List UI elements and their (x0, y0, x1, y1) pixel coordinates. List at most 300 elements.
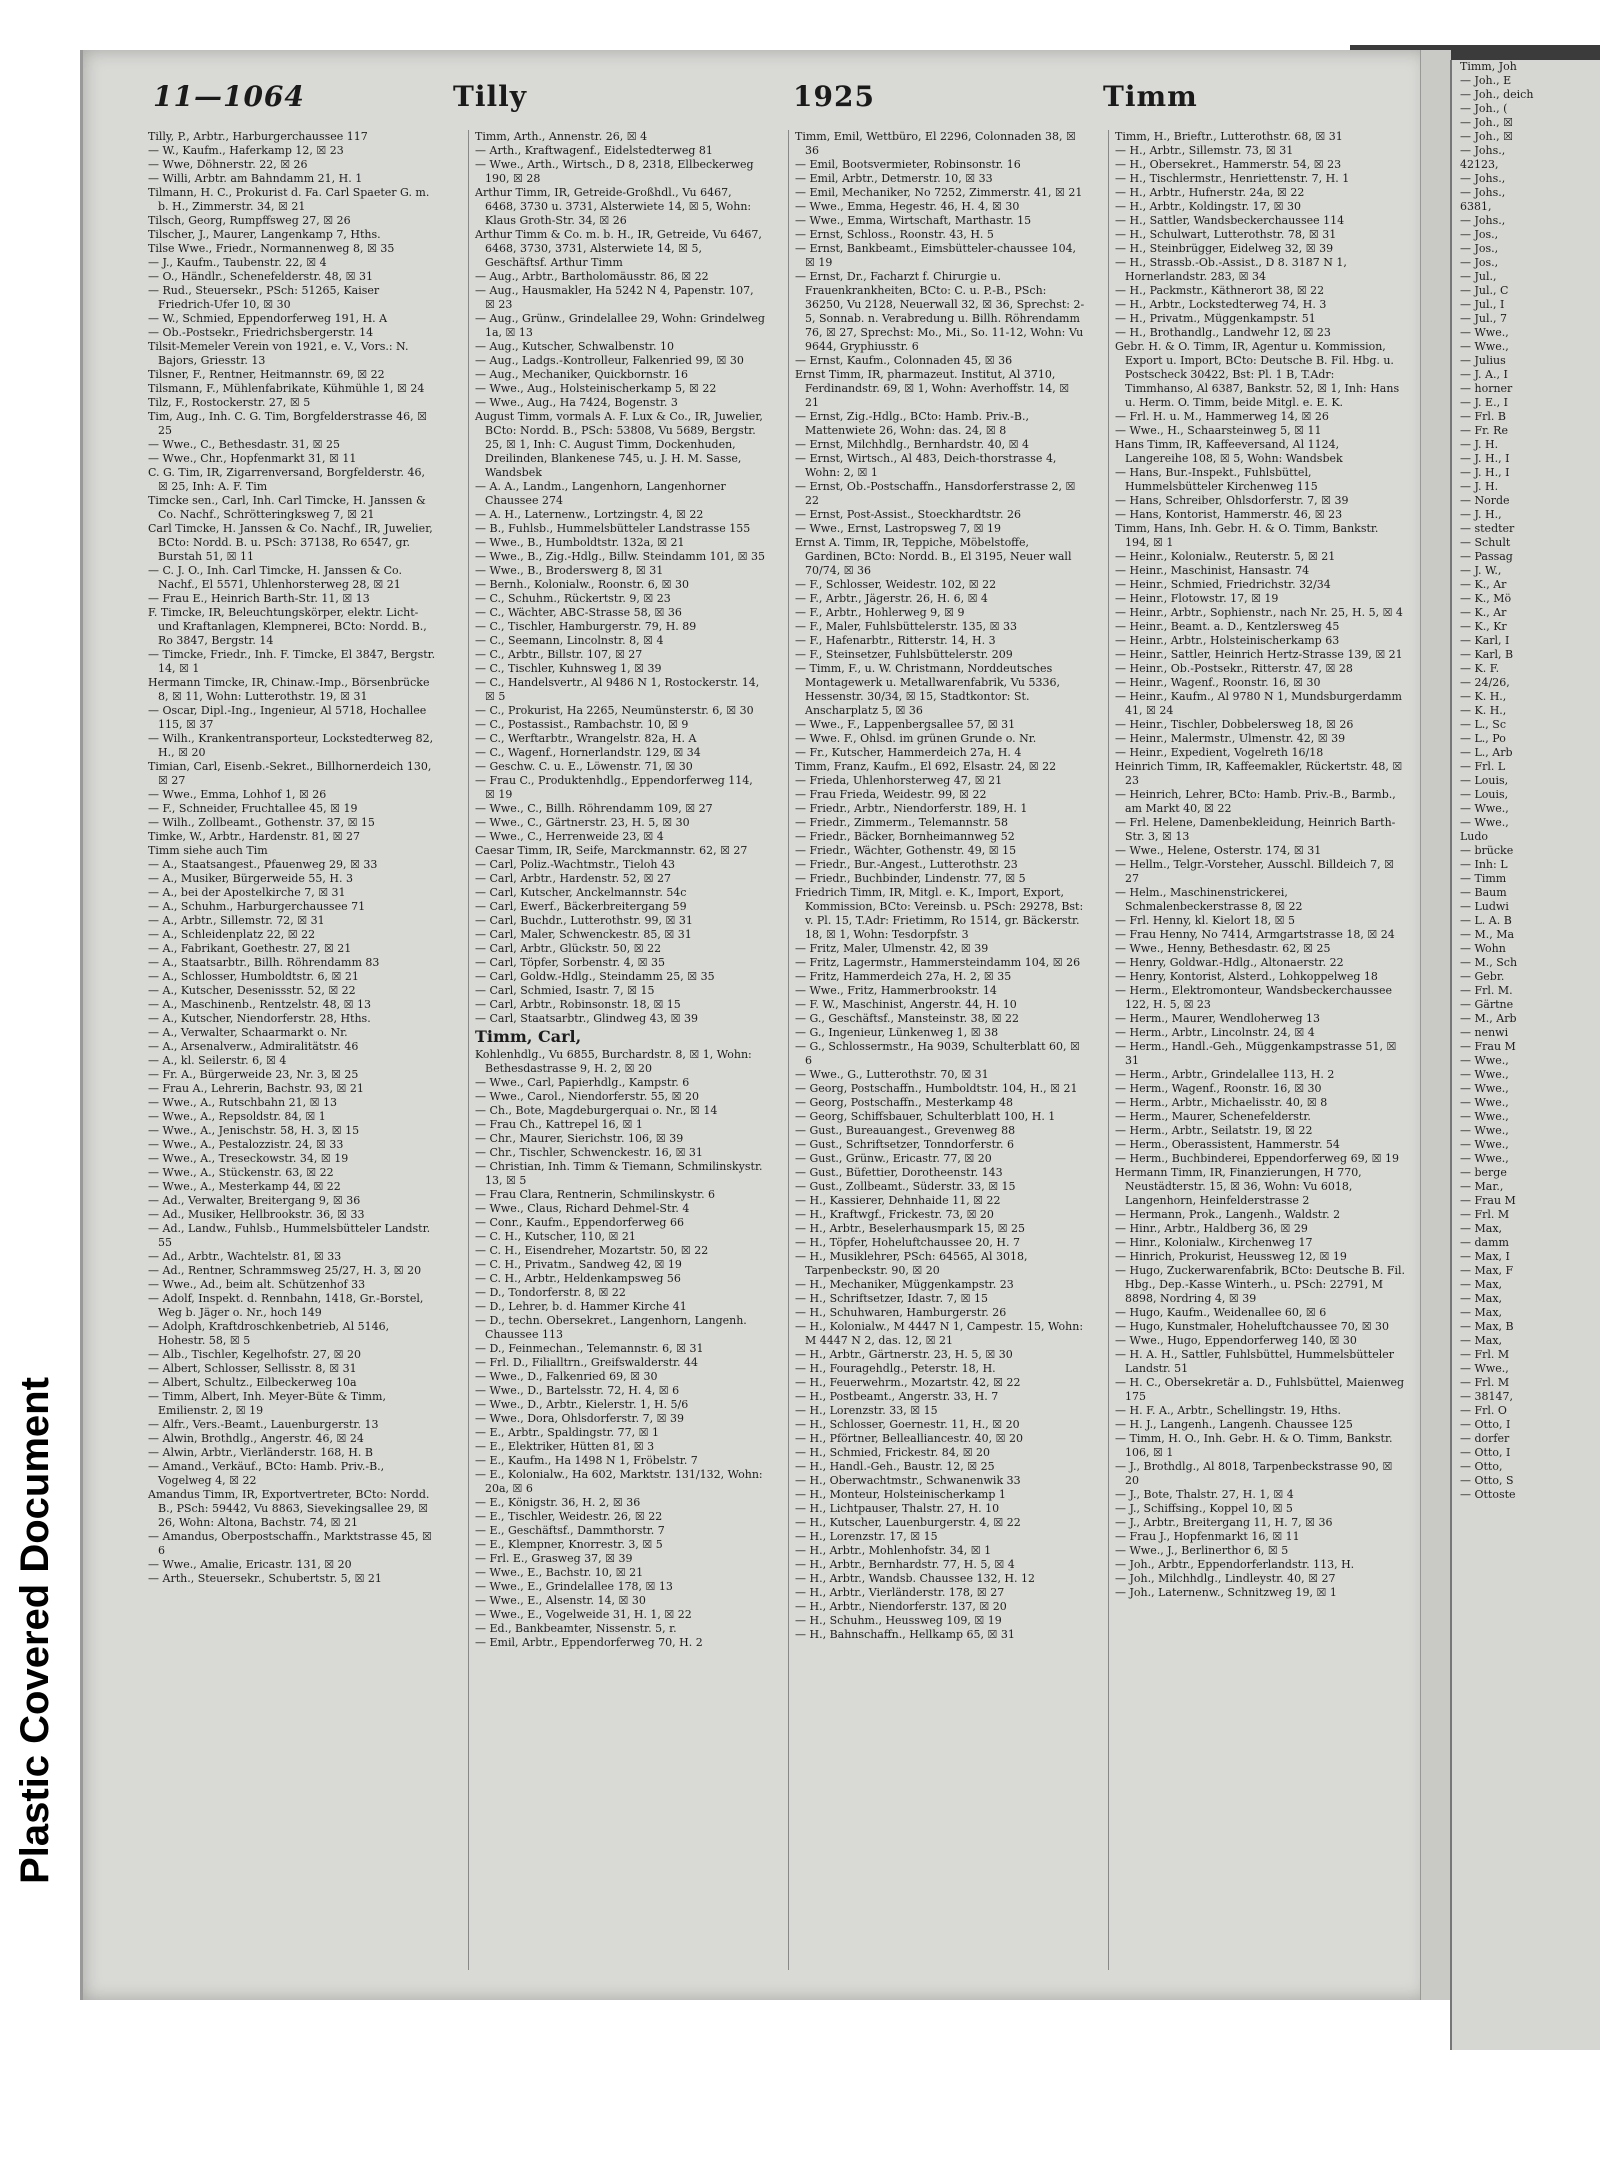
directory-entry: Timm siehe auch Tim (148, 844, 268, 857)
header-last-word: Timm (1103, 80, 1198, 113)
directory-entry: — Ob.-Postsekr., Friedrichsbergerstr. 14 (148, 326, 374, 339)
next-page-entry: 42123, (1460, 158, 1499, 171)
directory-entry: — Wwe., A., Rutschbahn 21, ☒ 13 (148, 1096, 337, 1109)
directory-entry: Timm, Carl, (475, 1027, 582, 1046)
next-page-entry: — Timm (1460, 872, 1507, 885)
directory-entry: — C., Werftarbtr., Wrangelstr. 82a, H. A (475, 732, 697, 745)
directory-entry: — Heinr., Maschinist, Hansastr. 74 (1115, 564, 1310, 577)
directory-entry: — C., Postassist., Rambachstr. 10, ☒ 9 (475, 718, 689, 731)
next-page-entry: Ludo (1460, 830, 1489, 843)
directory-entry: — Emil, Bootsvermieter, Robinsonstr. 16 (795, 158, 1021, 171)
directory-entry: — Adolf, Inspekt. d. Rennbahn, 1418, Gr.-Borstel, Weg b. Jäger o. Nr., hoch 149 (148, 1292, 424, 1319)
directory-entry: — Heinr., Wagenf., Roonstr. 16, ☒ 30 (1115, 676, 1321, 689)
directory-entry: — Hinr., Arbtr., Haldberg 36, ☒ 29 (1115, 1222, 1308, 1235)
directory-entry: — Georg, Postschaffn., Humboldtstr. 104, H., ☒ 21 (795, 1082, 1078, 1095)
next-page-entry: — M., Arb (1460, 1012, 1517, 1025)
directory-entry: — H., Handl.-Geh., Baustr. 12, ☒ 25 (795, 1460, 995, 1473)
directory-entry: — Carl, Goldw.-Hdlg., Steindamm 25, ☒ 35 (475, 970, 715, 983)
directory-entry: — Ad., Verwalter, Breitergang 9, ☒ 36 (148, 1194, 361, 1207)
page-number: 11—1064 (153, 80, 305, 113)
directory-entry: — Ch., Bote, Magdeburgerquai o. Nr., ☒ 14 (475, 1104, 718, 1117)
directory-entry: — C., Handelsvertr., Al 9486 N 1, Rostockerstr. 14, ☒ 5 (475, 676, 760, 703)
directory-entry: — Hans, Kontorist, Hammerstr. 46, ☒ 23 (1115, 508, 1343, 521)
directory-entry: — Helm., Maschinenstrickerei, Schmalenbeckerstrasse 8, ☒ 22 (1115, 886, 1303, 913)
directory-entry: — H., Postbeamt., Angerstr. 33, H. 7 (795, 1390, 999, 1403)
directory-entry: — H., Schlosser, Goernestr. 11, H., ☒ 20 (795, 1418, 1020, 1431)
directory-entry: — F., Maler, Fuhlsbüttelerstr. 135, ☒ 33 (795, 620, 1017, 633)
directory-entry: — Wwe., Aug., Holsteinischerkamp 5, ☒ 22 (475, 382, 717, 395)
directory-entry: — H., Oberwachtmstr., Schwanenwik 33 (795, 1474, 1021, 1487)
directory-entry: Hermann Timm, IR, Finanzierungen, H 770, Neustädterstr. 15, ☒ 36, Wohn: Vu 6018, Langenhorn, Heinfelderstrasse 2 (1115, 1166, 1362, 1207)
directory-entry: — C. H., Arbtr., Heldenkampsweg 56 (475, 1272, 681, 1285)
directory-entry: — Alb., Tischler, Kegelhofstr. 27, ☒ 20 (148, 1348, 362, 1361)
next-page-entry: — horner (1460, 382, 1513, 395)
directory-entry: — H., Bahnschaffn., Hellkamp 65, ☒ 31 (795, 1628, 1015, 1641)
directory-entry: — Wwe., Emma, Lohhof 1, ☒ 26 (148, 788, 327, 801)
next-page-entry: — J. H. (1460, 438, 1499, 451)
next-page-entry: — 24/26, (1460, 676, 1510, 689)
directory-entry: — Wwe., Fritz, Hammerbrookstr. 14 (795, 984, 997, 997)
directory-entry: — C. H., Kutscher, 110, ☒ 21 (475, 1230, 636, 1243)
directory-entry: August Timm, vormals A. F. Lux & Co., IR, Juwelier, BCto: Nordd. B., PSch: 53808, Vu 5689, Bergstr. 25, ☒ 1, Inh: C. August Timm, Dockenhuden, Dreilinden, Blankenese 745, u. J. H. M. Sasse, Wandsbek (475, 410, 763, 479)
next-page-entry: — Schult (1460, 536, 1511, 549)
directory-entry: — Wwe., A., Mesterkamp 44, ☒ 22 (148, 1180, 341, 1193)
next-page-entry: — Frl. B (1460, 410, 1506, 423)
directory-entry: — Wwe., B., Humboldtstr. 132a, ☒ 21 (475, 536, 685, 549)
directory-entry: — H., Kolonialw., M 4447 N 1, Campestr. 15, Wohn: M 4447 N 2, das. 12, ☒ 21 (795, 1320, 1084, 1347)
directory-entry: — A., Schuhm., Harburgerchaussee 71 (148, 900, 366, 913)
directory-entry: Timm, Arth., Annenstr. 26, ☒ 4 (475, 130, 648, 143)
directory-entry: Timm, H., Brieftr., Lutterothstr. 68, ☒ 31 (1115, 130, 1343, 143)
directory-entry: — C., Wagenf., Hornerlandstr. 129, ☒ 34 (475, 746, 701, 759)
next-page-entry: — L., Arb (1460, 746, 1513, 759)
directory-entry: — Carl, Arbtr., Hardenstr. 52, ☒ 27 (475, 872, 671, 885)
next-page-entry: — K., Ar (1460, 578, 1507, 591)
directory-entry: — Herm., Handl.-Geh., Müggenkampstrasse 51, ☒ 31 (1115, 1040, 1397, 1067)
directory-entry: — O., Händlr., Schenefelderstr. 48, ☒ 31 (148, 270, 373, 283)
directory-entry: — G., Ingenieur, Lünkenweg 1, ☒ 38 (795, 1026, 999, 1039)
next-page-entry: — Jos., (1460, 242, 1499, 255)
directory-entry: — H., Lorenzstr. 33, ☒ 15 (795, 1404, 938, 1417)
directory-entry: — Wwe., E., Bachstr. 10, ☒ 21 (475, 1566, 644, 1579)
directory-entry: Timm, Hans, Inh. Gebr. H. & O. Timm, Bankstr. 194, ☒ 1 (1115, 522, 1379, 549)
directory-entry: — W., Schmied, Eppendorferweg 191, H. A (148, 312, 388, 325)
next-page-entry: — Max, I (1460, 1250, 1510, 1263)
column-2 (468, 130, 765, 1970)
directory-entry: Timcke sen., Carl, Inh. Carl Timcke, H. Janssen & Co. Nachf., Schrötteringksweg 7, ☒ 21 (148, 494, 426, 521)
directory-entry: Timke, W., Arbtr., Hardenstr. 81, ☒ 27 (148, 830, 361, 843)
directory-entry: — Georg, Schiffsbauer, Schulterblatt 100, H. 1 (795, 1110, 1056, 1123)
directory-entry: — H. A. H., Sattler, Fuhlsbüttel, Hummelsbütteler Landstr. 51 (1115, 1348, 1395, 1375)
directory-entry: — Wwe., Chr., Hopfenmarkt 31, ☒ 11 (148, 452, 357, 465)
directory-entry: Tilsit-Memeler Verein von 1921, e. V., Vors.: N. Bajors, Griesstr. 13 (148, 340, 409, 367)
directory-entry: — W., Kaufm., Haferkamp 12, ☒ 23 (148, 144, 344, 157)
next-page-entry: — Ludwi (1460, 900, 1509, 913)
directory-entry: — Herm., Arbtr., Grindelallee 113, H. 2 (1115, 1068, 1335, 1081)
directory-entry: Heinrich Timm, IR, Kaffeemakler, Rückertstr. 48, ☒ 23 (1115, 760, 1403, 787)
directory-entry: — F., Schneider, Fruchtallee 45, ☒ 19 (148, 802, 358, 815)
next-page-entry: — Wwe., (1460, 1138, 1509, 1151)
directory-entry: — Wwe, Döhnerstr. 22, ☒ 26 (148, 158, 308, 171)
directory-entry: — E., Elektriker, Hütten 81, ☒ 3 (475, 1440, 655, 1453)
side-label-text: Plastic Covered Document (12, 1376, 57, 1884)
directory-entry: — Carl, Buchdr., Lutterothstr. 99, ☒ 31 (475, 914, 693, 927)
directory-entry: — Wwe., D., Arbtr., Kielerstr. 1, H. 5/6 (475, 1398, 689, 1411)
next-page-entry: — Wwe., (1460, 1096, 1509, 1109)
directory-entry: — Gust., Bureauangest., Grevenweg 88 (795, 1124, 1016, 1137)
directory-entry: — A., Kutscher, Desenissstr. 52, ☒ 22 (148, 984, 356, 997)
next-page-entry: — Jos., (1460, 228, 1499, 241)
directory-entry: — Frl. E., Grasweg 37, ☒ 39 (475, 1552, 633, 1565)
directory-entry: — Wwe., Emma, Wirtschaft, Marthastr. 15 (795, 214, 1032, 227)
next-page-entry: — Jul., 7 (1460, 312, 1507, 325)
directory-entry: — H., Kassierer, Dehnhaide 11, ☒ 22 (795, 1194, 1001, 1207)
next-page-entry: — Baum (1460, 886, 1507, 899)
directory-entry: — E., Kaufm., Ha 1498 N 1, Fröbelstr. 7 (475, 1454, 698, 1467)
next-page-entry: — Jos., (1460, 256, 1499, 269)
next-page-entry: — J. W., (1460, 564, 1502, 577)
directory-entry: — Arth., Kraftwagenf., Eidelstedterweg 81 (475, 144, 713, 157)
next-page-entry: — Gärtne (1460, 998, 1514, 1011)
directory-entry: — C., Seemann, Lincolnstr. 8, ☒ 4 (475, 634, 664, 647)
directory-entry: — Herm., Arbtr., Lincolnstr. 24, ☒ 4 (1115, 1026, 1315, 1039)
directory-entry: — Wwe., Carl, Papierhdlg., Kampstr. 6 (475, 1076, 690, 1089)
next-page-edge (1450, 60, 1600, 2050)
directory-entry: — H. J., Langenh., Langenh. Chaussee 125 (1115, 1418, 1353, 1431)
next-page-entry: — J. H., (1460, 508, 1502, 521)
directory-entry: — E., Königstr. 36, H. 2, ☒ 36 (475, 1496, 641, 1509)
directory-entry: — H., Arbtr., Hufnerstr. 24a, ☒ 22 (1115, 186, 1305, 199)
directory-entry: — Frieda, Uhlenhorsterweg 47, ☒ 21 (795, 774, 1003, 787)
directory-entry: — H. F. A., Arbtr., Schellingstr. 19, Hths. (1115, 1404, 1341, 1417)
next-page-entry: — Passag (1460, 550, 1513, 563)
next-page-entry: — Joh., E (1460, 74, 1512, 87)
directory-entry: — Ernst, Bankbeamt., Eimsbütteler-chaussee 104, ☒ 19 (795, 242, 1077, 269)
directory-entry: — Arth., Steuersekr., Schubertstr. 5, ☒ 21 (148, 1572, 382, 1585)
next-page-entry: 6381, (1460, 200, 1492, 213)
next-page-entry: — Frl. M (1460, 1376, 1510, 1389)
directory-entry: — Ernst, Schloss., Roonstr. 43, H. 5 (795, 228, 994, 241)
directory-entry: — C., Wächter, ABC-Strasse 58, ☒ 36 (475, 606, 682, 619)
directory-entry: — Wwe., C., Bethesdastr. 31, ☒ 25 (148, 438, 341, 451)
directory-entry: — Emil, Arbtr., Eppendorferweg 70, H. 2 (475, 1636, 703, 1649)
directory-entry: — Frl. Henny, kl. Kielort 18, ☒ 5 (1115, 914, 1296, 927)
next-page-entry: — Frau M (1460, 1040, 1516, 1053)
directory-entry: — Wwe. F., Ohlsd. im grünen Grunde o. Nr. (795, 732, 1037, 745)
next-page-entry: — L., Sc (1460, 718, 1506, 731)
directory-entry: — H., Fouragehdlg., Peterstr. 18, H. (795, 1362, 996, 1375)
directory-entry: — Heinrich, Lehrer, BCto: Hamb. Priv.-B., Barmb., am Markt 40, ☒ 22 (1115, 788, 1396, 815)
next-page-entry: — Jul., C (1460, 284, 1509, 297)
directory-entry: — Geschw. C. u. E., Löwenstr. 71, ☒ 30 (475, 760, 693, 773)
directory-entry: — Joh., Laternenw., Schnitzweg 19, ☒ 1 (1115, 1586, 1337, 1599)
directory-entry: — Ernst, Dr., Facharzt f. Chirurgie u. Frauenkrankheiten, BCto: C. u. P.-B., PSch: 36250, Vu 2128, Neuerwall 32, ☒ 36, Sprechst: 2-5, Sonnab. n. Verabredung u. Billh. Röhrendamm 76, ☒ 27, Sprechst: Mo., Mi., So. 11-12, Wohn: Vu 9644, Gryphiusstr. 6 (795, 270, 1085, 353)
directory-entry: — F., Arbtr., Hohlerweg 9, ☒ 9 (795, 606, 965, 619)
directory-entry: — Gust., Büfettier, Dorotheenstr. 143 (795, 1166, 1003, 1179)
directory-entry: Friedrich Timm, IR, Mitgl. e. K., Import, Export, Kommission, BCto: Vereinsb. u. PSch: 29278, Bst: v. Pl. 15, T.Adr: Frietimm, Ro 1514, gr. Bäckerstr. 18, ☒ 1, Wohn: Tesdorpfstr. 3 (795, 886, 1084, 941)
directory-entry: — Friedr., Buchbinder, Lindenstr. 77, ☒ 5 (795, 872, 1026, 885)
directory-entry: — H., Arbtr., Gärtnerstr. 23, H. 5, ☒ 30 (795, 1348, 1013, 1361)
directory-entry: — Wwe., Hugo, Eppendorferweg 140, ☒ 30 (1115, 1334, 1357, 1347)
next-page-entry: — K., Ar (1460, 606, 1507, 619)
next-page-entry: — Wohn (1460, 942, 1506, 955)
directory-entry: Arthur Timm, IR, Getreide-Großhdl., Vu 6467, 6468, 3730 u. 3731, Alsterwiete 14, ☒ 5, Wohn: Klaus Groth-Str. 34, ☒ 26 (475, 186, 752, 227)
directory-entry: — A., Arbtr., Sillemstr. 72, ☒ 31 (148, 914, 325, 927)
next-page-entry: — Wwe., (1460, 1152, 1509, 1165)
directory-entry: — J., Brothdlg., Al 8018, Tarpenbeckstrasse 90, ☒ 20 (1115, 1460, 1393, 1487)
directory-entry: Amandus Timm, IR, Exportvertreter, BCto: Nordd. B., PSch: 59442, Vu 8863, Sievekingsallee 29, ☒ 26, Wohn: Altona, Bachstr. 74, ☒ 21 (148, 1488, 430, 1529)
directory-entry: — Ernst, Ob.-Postschaffn., Hansdorferstrasse 2, ☒ 22 (795, 480, 1076, 507)
directory-entry: — Wwe., E., Alsenstr. 14, ☒ 30 (475, 1594, 646, 1607)
directory-entry: — Frl. Helene, Damenbekleidung, Heinrich Barth-Str. 3, ☒ 13 (1115, 816, 1396, 843)
directory-entry: F. Timcke, IR, Beleuchtungskörper, elektr. Licht- und Kraftanlagen, Klempnerei, BCto: Nordd. B., Ro 3847, Bergstr. 14 (148, 606, 427, 647)
directory-entry: — Ad., Musiker, Hellbrookstr. 36, ☒ 33 (148, 1208, 365, 1221)
next-page-entry: — Otto, I (1460, 1446, 1511, 1459)
directory-entry: — Wwe., D., Falkenried 69, ☒ 30 (475, 1370, 658, 1383)
directory-entry: — Wwe., Carol., Niendorferstr. 55, ☒ 20 (475, 1090, 700, 1103)
column-3 (788, 130, 1085, 1970)
directory-entry: — Friedr., Bur.-Angest., Lutterothstr. 23 (795, 858, 1018, 871)
next-page-entry: — Wwe., (1460, 1124, 1509, 1137)
directory-entry: — G., Schlossermstr., Ha 9039, Schulterblatt 60, ☒ 6 (795, 1040, 1080, 1067)
directory-entry: — A., Verwalter, Schaarmarkt o. Nr. (148, 1026, 348, 1039)
page-edge (1420, 50, 1451, 2000)
directory-entry: — Herm., Maurer, Wendloherweg 13 (1115, 1012, 1320, 1025)
directory-entry: — Aug., Mechaniker, Quickbornstr. 16 (475, 368, 689, 381)
directory-entry: — Albert, Schlosser, Sellisstr. 8, ☒ 31 (148, 1362, 357, 1375)
directory-entry: — E., Klempner, Knorrestr. 3, ☒ 5 (475, 1538, 663, 1551)
directory-entry: — Carl, Arbtr., Robinsonstr. 18, ☒ 15 (475, 998, 681, 1011)
directory-entry: — Hellm., Telgr.-Vorsteher, Ausschl. Billdeich 7, ☒ 27 (1115, 858, 1394, 885)
directory-entry: — Timm, F., u. W. Christmann, Norddeutsches Montagewerk u. Metallwarenfabrik, Vu 5336, Hessenstr. 30/34, ☒ 15, Stadtkontor: St. Anscharplatz 5, ☒ 36 (795, 662, 1060, 717)
directory-entry: — Henry, Kontorist, Alsterd., Lohkoppelweg 18 (1115, 970, 1378, 983)
column-4 (1108, 130, 1405, 1970)
directory-entry: — Wilh., Zollbeamt., Gothenstr. 37, ☒ 15 (148, 816, 375, 829)
next-page-entry: — J. H. (1460, 480, 1499, 493)
directory-entry: — H., Sattler, Wandsbeckerchaussee 114 (1115, 214, 1345, 227)
directory-entry: — H., Schuhwaren, Hamburgerstr. 26 (795, 1306, 1007, 1319)
side-label (0, 1130, 70, 2130)
next-page-entry: — K., Kr (1460, 620, 1507, 633)
directory-entry: — J., Arbtr., Breitergang 11, H. 7, ☒ 36 (1115, 1516, 1333, 1529)
header-first-word: Tilly (453, 80, 528, 113)
next-page-entry: — damm (1460, 1236, 1509, 1249)
directory-entry: — Emil, Mechaniker, No 7252, Zimmerstr. 41, ☒ 21 (795, 186, 1083, 199)
directory-entry: — Fr. A., Bürgerweide 23, Nr. 3, ☒ 25 (148, 1068, 359, 1081)
directory-entry: — Wwe., A., Repsoldstr. 84, ☒ 1 (148, 1110, 326, 1123)
directory-entry: — Wwe., C., Herrenweide 23, ☒ 4 (475, 830, 664, 843)
directory-entry: — Oscar, Dipl.-Ing., Ingenieur, Al 5718, Hochallee 115, ☒ 37 (148, 704, 427, 731)
directory-entry: — Fritz, Hammerdeich 27a, H. 2, ☒ 35 (795, 970, 1012, 983)
directory-entry: — Wwe., A., Treseckowstr. 34, ☒ 19 (148, 1152, 349, 1165)
next-page-entry: — dorfer (1460, 1432, 1510, 1445)
directory-entry: — Christian, Inh. Timm & Tiemann, Schmilinskystr. 13, ☒ 5 (475, 1160, 763, 1187)
directory-entry: — Herm., Arbtr., Michaelisstr. 40, ☒ 8 (1115, 1096, 1328, 1109)
next-page-entry: — M., Ma (1460, 928, 1515, 941)
directory-entry: — H., Schriftsetzer, Idastr. 7, ☒ 15 (795, 1292, 988, 1305)
directory-entry: — C., Prokurist, Ha 2265, Neumünsterstr. 6, ☒ 30 (475, 704, 754, 717)
directory-entry: — H., Brothandlg., Landwehr 12, ☒ 23 (1115, 326, 1331, 339)
directory-entry: — Frl. H. u. M., Hammerweg 14, ☒ 26 (1115, 410, 1329, 423)
directory-entry: — Wilh., Krankentransporteur, Lockstedterweg 82, H., ☒ 20 (148, 732, 434, 759)
directory-entry: Ernst A. Timm, IR, Teppiche, Möbelstoffe, Gardinen, BCto: Nordd. B., El 3195, Neuer wall 70/74, ☒ 36 (795, 536, 1072, 577)
directory-entry: — Joh., Milchhdlg., Lindleystr. 40, ☒ 27 (1115, 1572, 1336, 1585)
next-page-entry: — 38147, (1460, 1390, 1513, 1403)
directory-entry: — Aug., Grünw., Grindelallee 29, Wohn: Grindelweg 1a, ☒ 13 (475, 312, 765, 339)
directory-entry: — Frau A., Lehrerin, Bachstr. 93, ☒ 21 (148, 1082, 364, 1095)
directory-entry: Tilsch, Georg, Rumpffsweg 27, ☒ 26 (148, 214, 351, 227)
directory-entry: — Wwe., Emma, Hegestr. 46, H. 4, ☒ 30 (795, 200, 1020, 213)
directory-entry: Timm, Franz, Kaufm., El 692, Elsastr. 24, ☒ 22 (795, 760, 1057, 773)
directory-entry: — Gust., Zollbeamt., Süderstr. 33, ☒ 15 (795, 1180, 1016, 1193)
directory-entry: — Carl, Maler, Schwenckestr. 85, ☒ 31 (475, 928, 692, 941)
next-page-entry: — Inh: L (1460, 858, 1508, 871)
directory-entry: — Fritz, Lagermstr., Hammersteindamm 104, ☒ 26 (795, 956, 1081, 969)
directory-entry: — Hans, Schreiber, Ohlsdorferstr. 7, ☒ 39 (1115, 494, 1349, 507)
directory-entry: — Carl, Arbtr., Glückstr. 50, ☒ 22 (475, 942, 662, 955)
directory-entry: — H., Schuhm., Heussweg 109, ☒ 19 (795, 1614, 1002, 1627)
next-page-entry: — Joh., ☒ (1460, 116, 1513, 129)
directory-entry: Hermann Timcke, IR, Chinaw.-Imp., Börsenbrücke 8, ☒ 11, Wohn: Lutterothstr. 19, ☒ 31 (148, 676, 430, 703)
directory-entry: — D., Tondorferstr. 8, ☒ 22 (475, 1286, 626, 1299)
next-page-entry: — berge (1460, 1166, 1507, 1179)
next-page-entry: — brücke (1460, 844, 1514, 857)
directory-entry: — D., Feinmechan., Telemannstr. 6, ☒ 31 (475, 1342, 704, 1355)
directory-entry: — H., Tischlermstr., Henriettenstr. 7, H. 1 (1115, 172, 1350, 185)
directory-entry: — Joh., Arbtr., Eppendorferlandstr. 113, H. (1115, 1558, 1355, 1571)
next-page-entry: — J. A., I (1460, 368, 1508, 381)
directory-entry: — Wwe., C., Billh. Röhrendamm 109, ☒ 27 (475, 802, 713, 815)
directory-entry: — Wwe., A., Pestalozzistr. 24, ☒ 33 (148, 1138, 344, 1151)
column-1 (148, 130, 438, 1970)
directory-entry: — E., Geschäftsf., Dammthorstr. 7 (475, 1524, 665, 1537)
directory-entry: — Fr., Kutscher, Hammerdeich 27a, H. 4 (795, 746, 1022, 759)
next-page-entry: — Wwe., (1460, 326, 1509, 339)
next-page-entry: — Johs., (1460, 214, 1506, 227)
next-page-entry: — Karl, B (1460, 648, 1514, 661)
directory-entry: — Wwe., Dora, Ohlsdorferstr. 7, ☒ 39 (475, 1412, 684, 1425)
next-page-entry: — Gebr. (1460, 970, 1505, 983)
directory-entry: Tilscher, J., Maurer, Langenkamp 7, Hths. (148, 228, 381, 241)
next-page-entry: — Max, F (1460, 1264, 1514, 1277)
directory-entry: — H., Musiklehrer, PSch: 64565, Al 3018, Tarpenbeckstr. 90, ☒ 20 (795, 1250, 1028, 1277)
directory-entry: — Aug., Arbtr., Bartholomäusstr. 86, ☒ 22 (475, 270, 709, 283)
next-page-entry: — Fr. Re (1460, 424, 1508, 437)
directory-entry: Hans Timm, IR, Kaffeeversand, Al 1124, Langereihe 108, ☒ 5, Wohn: Wandsbek (1115, 438, 1343, 465)
directory-entry: — J., Kaufm., Taubenstr. 22, ☒ 4 (148, 256, 327, 269)
directory-entry: — Wwe., G., Lutterothstr. 70, ☒ 31 (795, 1068, 989, 1081)
next-page-entry: — Frau M (1460, 1194, 1516, 1207)
directory-entry: — A., bei der Apostelkirche 7, ☒ 31 (148, 886, 346, 899)
directory-entry: — Wwe., Henny, Bethesdastr. 62, ☒ 25 (1115, 942, 1331, 955)
directory-entry: — Wwe., J., Berlinerthor 6, ☒ 5 (1115, 1544, 1289, 1557)
directory-entry: — A., Schleidenplatz 22, ☒ 22 (148, 928, 316, 941)
directory-entry: — Wwe., Aug., Ha 7424, Bogenstr. 3 (475, 396, 678, 409)
next-page-entry: — Jul., (1460, 270, 1497, 283)
directory-entry: — E., Arbtr., Spaldingstr. 77, ☒ 1 (475, 1426, 660, 1439)
directory-entry: — H., Arbtr., Wandsb. Chaussee 132, H. 12 (795, 1572, 1036, 1585)
directory-entry: — Frau Clara, Rentnerin, Schmilinskystr. 6 (475, 1188, 716, 1201)
directory-entry: — Ad., Rentner, Schrammsweg 25/27, H. 3, ☒ 20 (148, 1264, 422, 1277)
directory-entry: Arthur Timm & Co. m. b. H., IR, Getreide, Vu 6467, 6468, 3730, 3731, Alsterwiete 14, ☒ 5, Geschäftsf. Arthur Timm (475, 228, 762, 269)
next-page-entry: — Max, B (1460, 1320, 1514, 1333)
directory-entry: — Frau E., Heinrich Barth-Str. 11, ☒ 13 (148, 592, 370, 605)
directory-entry: — Frau Ch., Kattrepel 16, ☒ 1 (475, 1118, 643, 1131)
directory-entry: — H., Lichtpauser, Thalstr. 27, H. 10 (795, 1502, 1000, 1515)
directory-entry: — Heinr., Sattler, Heinrich Hertz-Strasse 139, ☒ 21 (1115, 648, 1403, 661)
directory-entry: — H., Töpfer, Hoheluftchaussee 20, H. 7 (795, 1236, 1020, 1249)
directory-entry: — Heinr., Kaufm., Al 9780 N 1, Mundsburgerdamm 41, ☒ 24 (1115, 690, 1402, 717)
directory-entry: — Heinr., Expedient, Vogelreth 16/18 (1115, 746, 1324, 759)
directory-entry: — A., Musiker, Bürgerweide 55, H. 3 (148, 872, 353, 885)
directory-entry: — Herm., Wagenf., Roonstr. 16, ☒ 30 (1115, 1082, 1322, 1095)
directory-entry: — A., kl. Seilerstr. 6, ☒ 4 (148, 1054, 287, 1067)
next-page-entry: — Johs., (1460, 172, 1506, 185)
next-page-entry: — K., Mö (1460, 592, 1512, 605)
next-page-entry: — Max, (1460, 1306, 1503, 1319)
directory-entry: — H., Steinbrügger, Eidelweg 32, ☒ 39 (1115, 242, 1334, 255)
directory-entry: — Heinr., Arbtr., Holsteinischerkamp 63 (1115, 634, 1340, 647)
next-page-entry: — Max, (1460, 1278, 1503, 1291)
directory-entry: — Alwin, Arbtr., Vierländerstr. 168, H. B (148, 1446, 373, 1459)
directory-entry: Caesar Timm, IR, Seife, Marckmannstr. 62, ☒ 27 (475, 844, 748, 857)
directory-entry: — Carl, Poliz.-Wachtmstr., Tieloh 43 (475, 858, 675, 871)
directory-entry: Tilly, P., Arbtr., Harburgerchaussee 117 (148, 130, 368, 143)
next-page-entry: — Wwe., (1460, 802, 1509, 815)
next-page-entry: — Otto, I (1460, 1418, 1511, 1431)
next-page-entry: — Max, (1460, 1292, 1503, 1305)
directory-entry: — Wwe., A., Stückenstr. 63, ☒ 22 (148, 1166, 334, 1179)
directory-entry: — Wwe., Ernst, Lastropsweg 7, ☒ 19 (795, 522, 1001, 535)
next-page-entry: — Ottoste (1460, 1488, 1516, 1501)
directory-entry: — Wwe., D., Bartelsstr. 72, H. 4, ☒ 6 (475, 1384, 680, 1397)
directory-entry: — Chr., Tischler, Schwenckestr. 16, ☒ 31 (475, 1146, 703, 1159)
next-page-entry: — Otto, (1460, 1460, 1503, 1473)
next-page-entry: — Karl, I (1460, 634, 1510, 647)
directory-entry: — Conr., Kaufm., Eppendorferweg 66 (475, 1216, 684, 1229)
directory-entry: — Alfr., Vers.-Beamt., Lauenburgerstr. 13 (148, 1418, 379, 1431)
directory-entry: — Herm., Arbtr., Seilatstr. 19, ☒ 22 (1115, 1124, 1313, 1137)
directory-entry: Kohlenhdlg., Vu 6855, Burchardstr. 8, ☒ 1, Wohn: Bethesdastrasse 9, H. 2, ☒ 20 (475, 1048, 752, 1075)
next-page-entry: — stedter (1460, 522, 1515, 535)
directory-entry: — Frl. D., Filialltrn., Greifswalderstr. 44 (475, 1356, 699, 1369)
directory-entry: — Hinr., Kolonialw., Kirchenweg 17 (1115, 1236, 1313, 1249)
directory-entry: Tilz, F., Rostockerstr. 27, ☒ 5 (148, 396, 311, 409)
directory-entry: — Herm., Maurer, Schenefelderstr. (1115, 1110, 1311, 1123)
next-page-entry: — Frl. O (1460, 1404, 1507, 1417)
directory-entry: — Wwe., Claus, Richard Dehmel-Str. 4 (475, 1202, 690, 1215)
directory-entry: — Carl, Töpfer, Sorbenstr. 4, ☒ 35 (475, 956, 665, 969)
next-page-entry: — Wwe., (1460, 1362, 1509, 1375)
directory-entry: — H., Arbtr., Sillemstr. 73, ☒ 31 (1115, 144, 1294, 157)
directory-entry: — Friedr., Bäcker, Bornheimannweg 52 (795, 830, 1015, 843)
next-page-entry: — J. E., I (1460, 396, 1508, 409)
directory-entry: — Carl, Staatsarbtr., Glindweg 43, ☒ 39 (475, 1012, 698, 1025)
directory-entry: — A., Arsenalverw., Admiralitätstr. 46 (148, 1040, 359, 1053)
directory-entry: — Hans, Bur.-Inspekt., Fuhlsbüttel, Hummelsbütteler Kirchenweg 115 (1115, 466, 1318, 493)
directory-entry: — C. H., Eisendreher, Mozartstr. 50, ☒ 22 (475, 1244, 709, 1257)
directory-entry: — H., Lorenzstr. 17, ☒ 15 (795, 1530, 938, 1543)
directory-entry: — Aug., Hausmakler, Ha 5242 N 4, Papenstr. 107, ☒ 23 (475, 284, 754, 311)
directory-entry: — H., Mechaniker, Müggenkampstr. 23 (795, 1278, 1014, 1291)
directory-entry: Tilsner, F., Rentner, Heitmannstr. 69, ☒ 22 (148, 368, 385, 381)
directory-entry: — H., Feuerwehrm., Mozartstr. 42, ☒ 22 (795, 1376, 1021, 1389)
directory-entry: — Ad., Arbtr., Wachtelstr. 81, ☒ 33 (148, 1250, 342, 1263)
next-page-entry: — K. H., (1460, 690, 1507, 703)
next-page-entry: — Otto, S (1460, 1474, 1514, 1487)
next-page-entry: — nenwi (1460, 1026, 1509, 1039)
directory-entry: — Bernh., Kolonialw., Roonstr. 6, ☒ 30 (475, 578, 690, 591)
